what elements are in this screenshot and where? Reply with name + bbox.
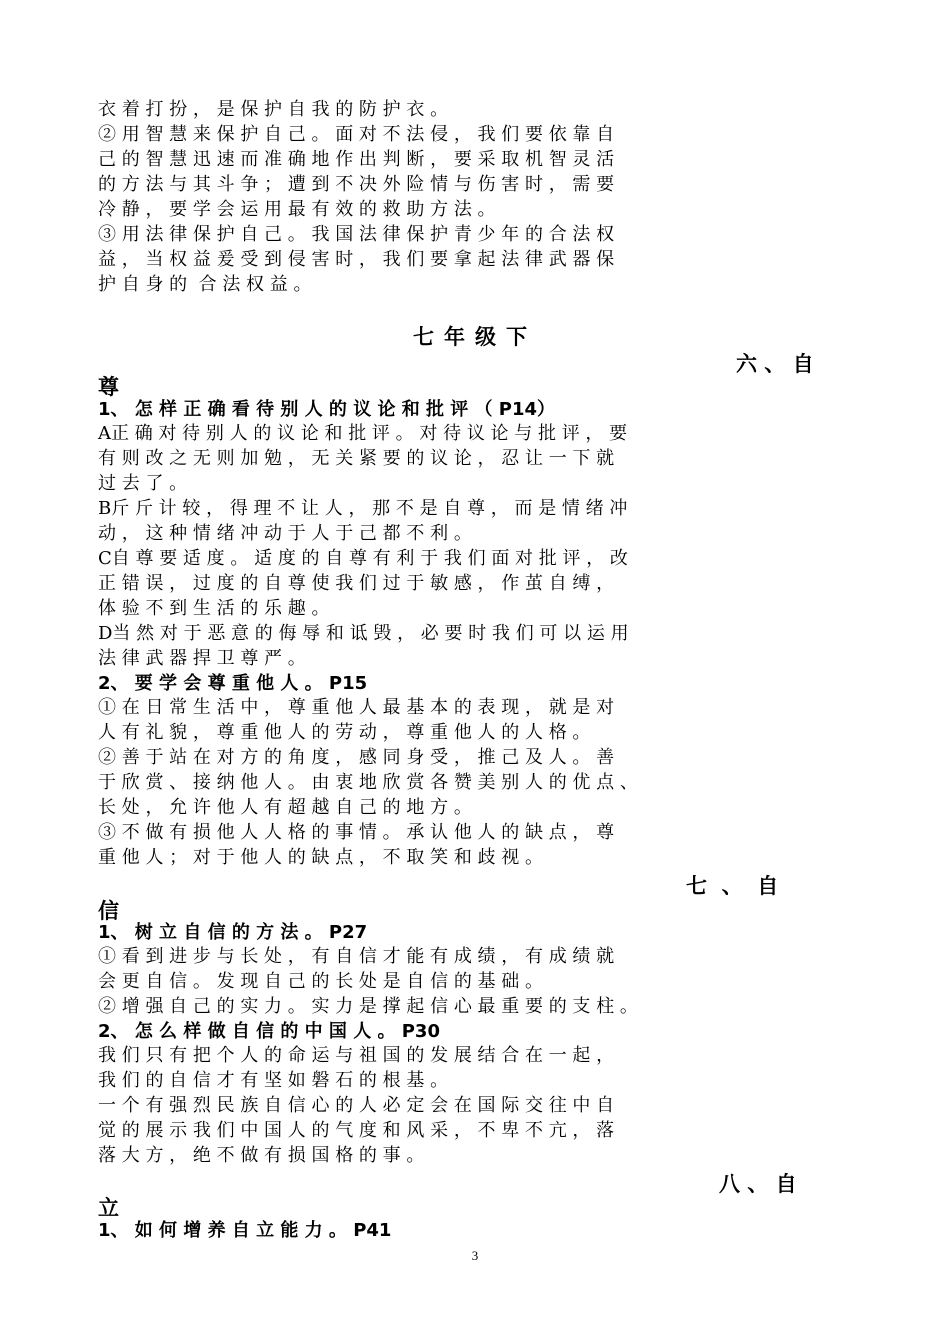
text-line: 动 ， 这 种 情 绪 冲 动 于 人 于 己 都 不 利 。 (98, 523, 472, 544)
text-line: 我 们 只 有 把 个 人 的 命 运 与 祖 国 的 发 展 结 合 在 一 起 ， (98, 1045, 615, 1066)
text-line: 己 的 智 慧 迅 速 而 准 确 地 作 出 判 断 ， 要 采 取 机 智 灵 活 (98, 149, 615, 170)
text-line: ② 增 强 自 己 的 实 力 。 实 力 是 撑 起 信 心 最 重 要 的 支 柱 。 (98, 996, 638, 1017)
text-line: 人 有 礼 貌 ， 尊 重 他 人 的 劳 动 ， 尊 重 他 人 的 人 格 。 (98, 722, 591, 743)
section-heading-6: 六 、 自 (736, 352, 814, 376)
question-heading: 1、 怎 样 正 确 看 待 别 人 的 议 论 和 批 评 （ P14） (98, 399, 556, 420)
section-heading-6-cont: 尊 (98, 375, 119, 399)
text-line: D当 然 对 于 恶 意 的 侮 辱 和 诋 毁 ， 必 要 时 我 们 可 以 运 用 (98, 623, 629, 644)
text-line: 益 ， 当 权 益 爰 受 到 侵 害 时 ， 我 们 要 拿 起 法 律 武 器 保 (98, 249, 615, 270)
text-line: C自 尊 要 适 度 。 适 度 的 自 尊 有 利 于 我 们 面 对 批 评 ， 改 (98, 548, 628, 569)
section-heading-8: 八 、 自 (719, 1172, 797, 1196)
text-line: 护 自 身 的 合 法 权 益 。 (98, 274, 312, 295)
text-line: 我 们 的 自 信 才 有 坚 如 磐 石 的 根 基 。 (98, 1070, 449, 1091)
text-line: 落 大 方 ， 绝 不 做 有 损 国 格 的 事 。 (98, 1145, 425, 1166)
text-line: ② 善 于 站 在 对 方 的 角 度 ， 感 同 身 受 ， 推 己 及 人 。 善 (98, 747, 615, 768)
text-line: 冷 静 ， 要 学 会 运 用 最 有 效 的 救 助 方 法 。 (98, 199, 496, 220)
section-heading-7: 七 、 自 (686, 874, 779, 898)
section-heading-7-cont: 信 (98, 899, 119, 923)
text-line: 法 律 武 器 捍 卫 尊 严 。 (98, 648, 306, 669)
text-line: ③ 不 做 有 损 他 人 人 格 的 事 情 。 承 认 他 人 的 缺 点 ， 尊 (98, 822, 615, 843)
text-line: 有 则 改 之 无 则 加 勉 ， 无 关 紧 要 的 议 论 ， 忍 让 一 下 就 (98, 448, 615, 469)
text-line: 会 更 自 信 。 发 现 自 己 的 长 处 是 自 信 的 基 础 。 (98, 971, 543, 992)
text-line: 一 个 有 强 烈 民 族 自 信 心 的 人 必 定 会 在 国 际 交 往 中 自 (98, 1095, 615, 1116)
text-line: 重 他 人 ； 对 于 他 人 的 缺 点 ， 不 取 笑 和 歧 视 。 (98, 847, 543, 868)
text-line: 体 验 不 到 生 活 的 乐 趣 。 (98, 598, 330, 619)
text-line: 长 处 ， 允 许 他 人 有 超 越 自 己 的 地 方 。 (98, 797, 472, 818)
grade-title: 七年级下 (413, 325, 537, 349)
text-line: B斤 斤 计 较 ， 得 理 不 让 人 ， 那 不 是 自 尊 ， 而 是 情 绪 冲 (98, 498, 628, 519)
text-line: 于 欣 赏 、 接 纳 他 人 。 由 衷 地 欣 赏 各 赞 美 别 人 的 优 点 、 (98, 772, 638, 793)
text-line: 正 错 误 ， 过 度 的 自 尊 使 我 们 过 于 敏 感 ， 作 茧 自 缚 ， (98, 573, 615, 594)
text-line: ② 用 智 慧 来 保 护 自 己 。 面 对 不 法 侵 ， 我 们 要 依 靠 自 (98, 124, 615, 145)
page-number: 3 (471, 1248, 479, 1263)
text-line: ① 在 日 常 生 活 中 ， 尊 重 他 人 最 基 本 的 表 现 ， 就 是 对 (98, 697, 615, 718)
text-line: 过 去 了 。 (98, 473, 188, 494)
text-line: 觉 的 展 示 我 们 中 国 人 的 气 度 和 风 采 ， 不 卑 不 亢 ， 落 (98, 1120, 615, 1141)
text-line: 的 方 法 与 其 斗 争 ； 遭 到 不 决 外 险 情 与 伤 害 时 ， 需 要 (98, 174, 615, 195)
question-heading: 1、 树 立 自 信 的 方 法 。 P27 (98, 922, 368, 943)
question-heading: 2、 怎 么 样 做 自 信 的 中 国 人 。 P30 (98, 1021, 440, 1042)
question-heading: 1、 如 何 增 养 自 立 能 力 。 P41 (98, 1220, 392, 1241)
text-line: ① 看 到 进 步 与 长 处 ， 有 自 信 才 能 有 成 绩 ， 有 成 绩 就 (98, 946, 615, 967)
text-line: 衣 着 打 扮 ， 是 保 护 自 我 的 防 护 衣 。 (98, 99, 449, 120)
text-line: ③ 用 法 律 保 护 自 己 。 我 国 法 律 保 护 青 少 年 的 合 法 权 (98, 224, 615, 245)
section-heading-8-cont: 立 (98, 1196, 119, 1220)
question-heading: 2、 要 学 会 尊 重 他 人 。 P15 (98, 673, 368, 694)
text-line: A正 确 对 待 别 人 的 议 论 和 批 评 。 对 待 议 论 与 批 评 ， 要 (98, 423, 628, 444)
